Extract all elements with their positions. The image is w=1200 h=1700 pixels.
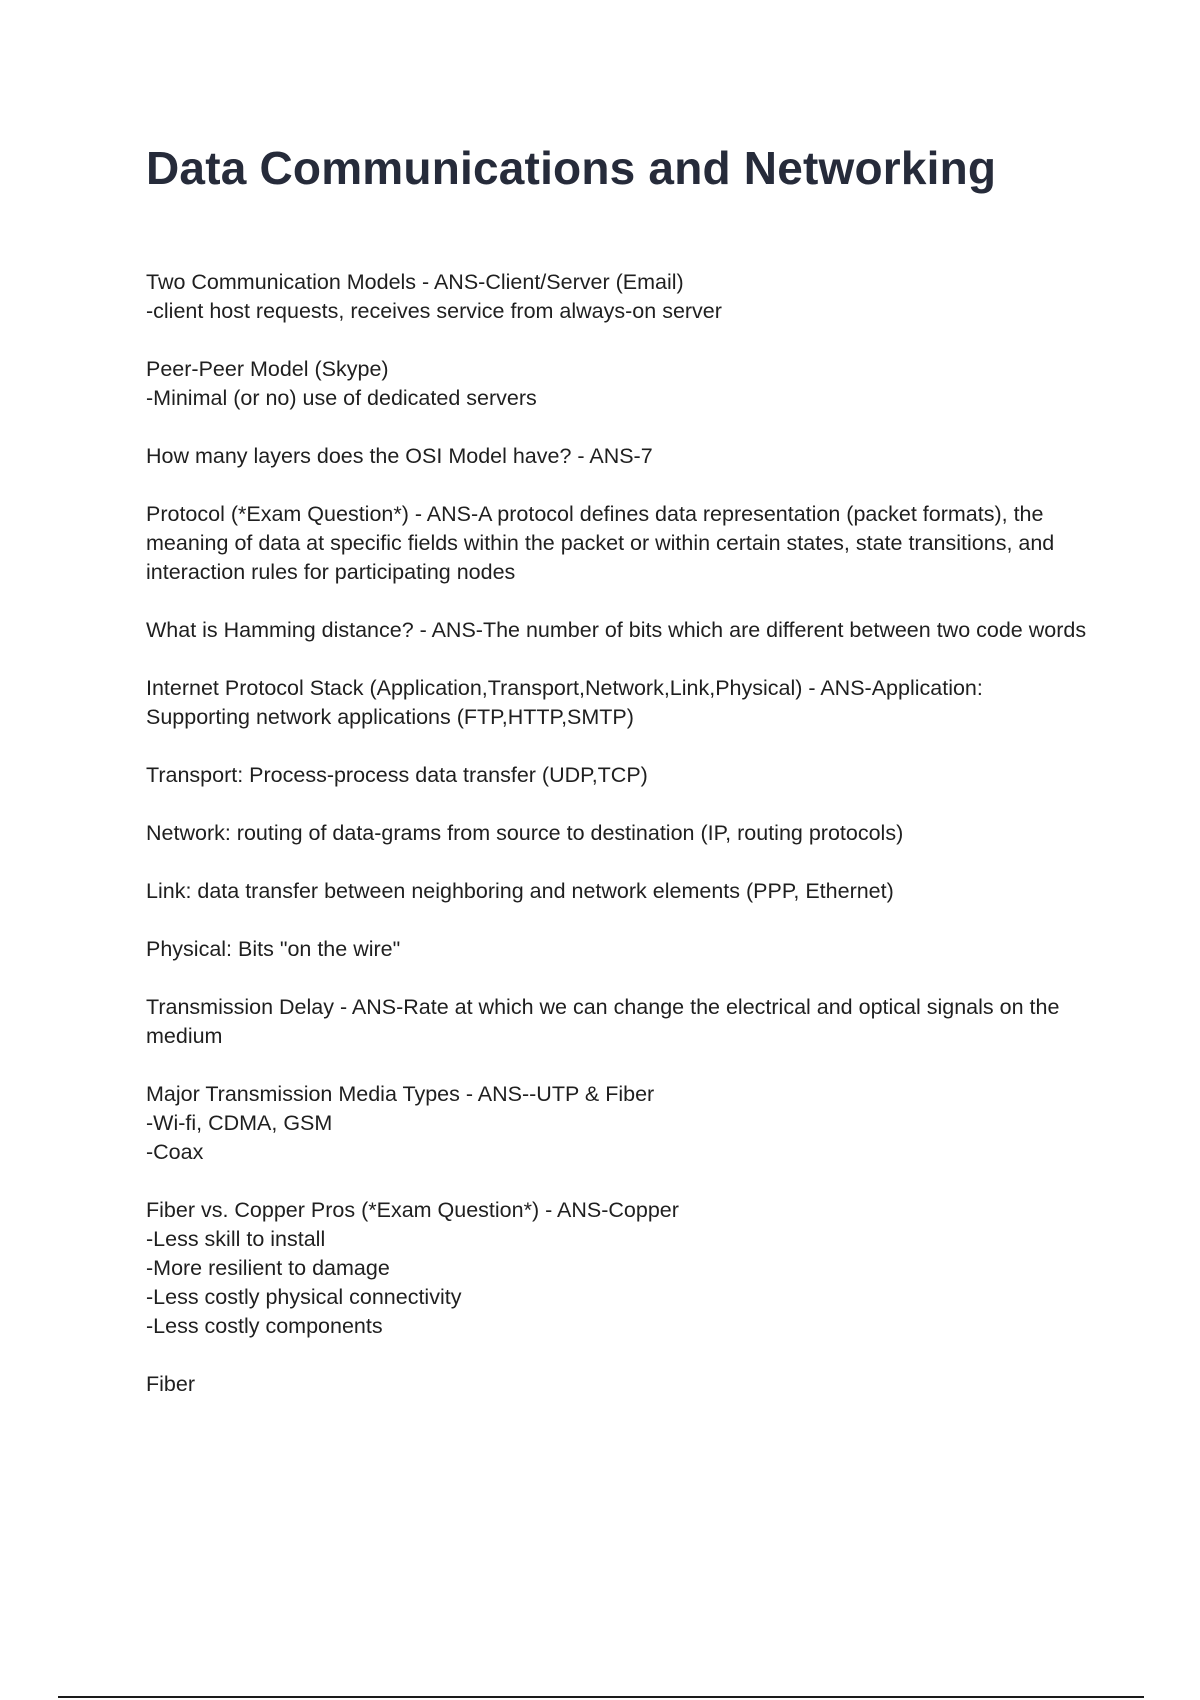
document-body	[146, 268, 1092, 1428]
text-line: -Coax	[146, 1140, 204, 1164]
text-line: -Minimal (or no) use of dedicated servers	[146, 386, 537, 410]
paragraph-peer-peer	[146, 355, 1092, 413]
text-line: Transmission Delay - ANS-Rate at which we can change the electrical and optical signals on the medium	[146, 995, 1060, 1048]
text-line: -Less costly physical connectivity	[146, 1285, 462, 1309]
paragraph-protocol	[146, 500, 1092, 587]
text-line: Link: data transfer between neighboring and network elements (PPP, Ethernet)	[146, 879, 894, 903]
paragraph-client-server	[146, 268, 1092, 326]
paragraph-hamming-distance	[146, 616, 1092, 645]
text-line: How many layers does the OSI Model have? - ANS-7	[146, 444, 653, 468]
text-line: Fiber vs. Copper Pros (*Exam Question*) - ANS-Copper	[146, 1198, 679, 1222]
text-line: Physical: Bits "on the wire"	[146, 937, 401, 961]
paragraph-media-types	[146, 1080, 1092, 1167]
paragraph-fiber-vs-copper	[146, 1196, 1092, 1341]
footer-divider	[58, 1696, 1144, 1698]
text-line: Protocol (*Exam Question*) - ANS-A protocol defines data representation (packet formats), the meaning of data at specific fields within the packet or within certain states, state transitions, and interaction rules for participating nodes	[146, 502, 1055, 584]
paragraph-transport	[146, 761, 1092, 790]
text-line: -Less skill to install	[146, 1227, 326, 1251]
text-line: Fiber	[146, 1372, 195, 1396]
text-line: Two Communication Models - ANS-Client/Server (Email)	[146, 270, 684, 294]
text-line: -client host requests, receives service from always-on server	[146, 299, 722, 323]
paragraph-network	[146, 819, 1092, 848]
text-line: Major Transmission Media Types - ANS--UTP & Fiber	[146, 1082, 655, 1106]
paragraph-osi-layers	[146, 442, 1092, 471]
paragraph-fiber	[146, 1370, 1092, 1399]
text-line: Peer-Peer Model (Skype)	[146, 357, 389, 381]
text-line: -Wi-fi, CDMA, GSM	[146, 1111, 333, 1135]
page-title: Data Communications and Networking	[146, 142, 997, 194]
text-line: Internet Protocol Stack (Application,Transport,Network,Link,Physical) - ANS-Application: Supporting network applications (FTP,HTTP,SMTP)	[146, 676, 983, 729]
text-line: -Less costly components	[146, 1314, 383, 1338]
text-line: -More resilient to damage	[146, 1256, 390, 1280]
text-line: Transport: Process-process data transfer (UDP,TCP)	[146, 763, 648, 787]
paragraph-physical	[146, 935, 1092, 964]
text-line: What is Hamming distance? - ANS-The number of bits which are different between two code words	[146, 618, 1087, 642]
text-line: Network: routing of data-grams from source to destination (IP, routing protocols)	[146, 821, 904, 845]
paragraph-internet-protocol-stack	[146, 674, 1092, 732]
paragraph-link	[146, 877, 1092, 906]
paragraph-transmission-delay	[146, 993, 1092, 1051]
